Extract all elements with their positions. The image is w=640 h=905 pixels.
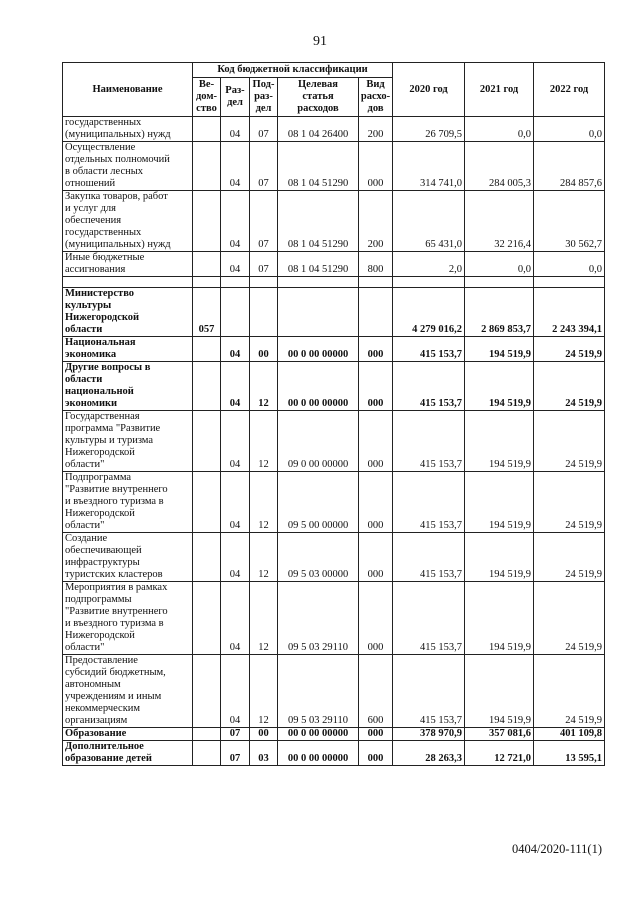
table-row xyxy=(63,142,605,191)
table-row xyxy=(63,362,605,411)
row-expense-type: 000 xyxy=(359,411,393,472)
row-podrazdel: 12 xyxy=(250,472,278,533)
row-expense-type: 600 xyxy=(359,655,393,728)
row-expense-type: 800 xyxy=(359,252,393,277)
row-expense-type: 200 xyxy=(359,191,393,252)
row-vedomstvo xyxy=(193,533,221,582)
row-podrazdel: 12 xyxy=(250,533,278,582)
row-vedomstvo xyxy=(193,741,221,766)
table-row xyxy=(63,191,605,252)
row-name: Государственная программа "Развитие культуры и туризма Нижегородской области" xyxy=(63,411,193,472)
row-podrazdel: 00 xyxy=(250,337,278,362)
row-value-2020: 415 153,7 xyxy=(393,472,465,533)
row-expense-type xyxy=(359,288,393,337)
budget-table xyxy=(62,62,605,766)
row-podrazdel: 07 xyxy=(250,142,278,191)
row-value-2021: 194 519,9 xyxy=(465,362,534,411)
row-value-2020: 26 709,5 xyxy=(393,117,465,142)
row-podrazdel: 12 xyxy=(250,362,278,411)
row-expense-type xyxy=(359,277,393,288)
row-razdel xyxy=(221,277,250,288)
row-name: Осуществление отдельных полномочий в области лесных отношений xyxy=(63,142,193,191)
header-expense-type: Вид расхо- дов xyxy=(359,78,393,117)
row-target-article: 08 1 04 51290 xyxy=(278,142,359,191)
row-value-2020: 314 741,0 xyxy=(393,142,465,191)
row-value-2020: 415 153,7 xyxy=(393,362,465,411)
table-row xyxy=(63,117,605,142)
row-expense-type: 000 xyxy=(359,362,393,411)
row-name: Дополнительное образование детей xyxy=(63,741,193,766)
page-number: 91 xyxy=(313,34,327,49)
row-value-2022: 24 519,9 xyxy=(534,655,605,728)
row-name: Закупка товаров, работ и услуг для обеспечения государственных (муниципальных) нужд xyxy=(63,191,193,252)
row-value-2022: 284 857,6 xyxy=(534,142,605,191)
row-razdel xyxy=(221,288,250,337)
row-expense-type: 000 xyxy=(359,337,393,362)
row-target-article: 09 0 00 00000 xyxy=(278,411,359,472)
row-value-2020: 415 153,7 xyxy=(393,533,465,582)
table-row xyxy=(63,728,605,741)
row-value-2021: 357 081,6 xyxy=(465,728,534,741)
row-value-2022: 24 519,9 xyxy=(534,582,605,655)
row-target-article xyxy=(278,277,359,288)
row-vedomstvo xyxy=(193,117,221,142)
table-row xyxy=(63,288,605,337)
row-value-2022: 30 562,7 xyxy=(534,191,605,252)
row-razdel: 04 xyxy=(221,337,250,362)
row-podrazdel: 12 xyxy=(250,655,278,728)
row-value-2021: 194 519,9 xyxy=(465,472,534,533)
row-value-2021: 2 869 853,7 xyxy=(465,288,534,337)
row-value-2020: 4 279 016,2 xyxy=(393,288,465,337)
table-row xyxy=(63,277,605,288)
row-value-2021: 0,0 xyxy=(465,117,534,142)
row-podrazdel: 00 xyxy=(250,728,278,741)
row-vedomstvo xyxy=(193,191,221,252)
row-podrazdel: 07 xyxy=(250,117,278,142)
row-razdel: 04 xyxy=(221,142,250,191)
row-target-article: 00 0 00 00000 xyxy=(278,741,359,766)
row-razdel: 04 xyxy=(221,582,250,655)
row-expense-type: 000 xyxy=(359,741,393,766)
row-razdel: 04 xyxy=(221,472,250,533)
row-target-article: 09 5 00 00000 xyxy=(278,472,359,533)
row-expense-type: 000 xyxy=(359,533,393,582)
row-value-2020: 415 153,7 xyxy=(393,337,465,362)
row-value-2022: 24 519,9 xyxy=(534,472,605,533)
row-name: Другие вопросы в области национальной экономики xyxy=(63,362,193,411)
row-vedomstvo xyxy=(193,582,221,655)
row-value-2022: 24 519,9 xyxy=(534,411,605,472)
row-razdel: 04 xyxy=(221,252,250,277)
row-value-2021: 284 005,3 xyxy=(465,142,534,191)
row-name: Иные бюджетные ассигнования xyxy=(63,252,193,277)
row-vedomstvo xyxy=(193,252,221,277)
row-value-2021: 194 519,9 xyxy=(465,533,534,582)
row-podrazdel: 07 xyxy=(250,191,278,252)
row-value-2021: 194 519,9 xyxy=(465,337,534,362)
row-expense-type: 000 xyxy=(359,142,393,191)
table-row xyxy=(63,411,605,472)
row-value-2022: 2 243 394,1 xyxy=(534,288,605,337)
row-target-article: 00 0 00 00000 xyxy=(278,728,359,741)
row-value-2022: 24 519,9 xyxy=(534,533,605,582)
row-name: Национальная экономика xyxy=(63,337,193,362)
row-value-2020: 415 153,7 xyxy=(393,582,465,655)
row-target-article: 00 0 00 00000 xyxy=(278,337,359,362)
row-vedomstvo xyxy=(193,472,221,533)
row-expense-type: 000 xyxy=(359,472,393,533)
row-vedomstvo xyxy=(193,337,221,362)
row-expense-type: 000 xyxy=(359,728,393,741)
header-classification-group: Код бюджетной классификации xyxy=(193,63,393,78)
row-razdel: 04 xyxy=(221,362,250,411)
row-value-2020: 415 153,7 xyxy=(393,655,465,728)
row-target-article: 00 0 00 00000 xyxy=(278,362,359,411)
row-value-2021 xyxy=(465,277,534,288)
row-vedomstvo xyxy=(193,277,221,288)
row-razdel: 07 xyxy=(221,741,250,766)
row-name: Подпрограмма "Развитие внутреннего и въездного туризма в Нижегородской области" xyxy=(63,472,193,533)
row-vedomstvo xyxy=(193,362,221,411)
row-value-2022: 13 595,1 xyxy=(534,741,605,766)
row-vedomstvo xyxy=(193,411,221,472)
header-target-article: Целевая статья расходов xyxy=(278,78,359,117)
row-expense-type: 000 xyxy=(359,582,393,655)
header-name: Наименование xyxy=(63,63,193,117)
table-row xyxy=(63,533,605,582)
row-value-2021: 194 519,9 xyxy=(465,411,534,472)
header-2020: 2020 год xyxy=(393,63,465,117)
table-row xyxy=(63,252,605,277)
row-target-article: 08 1 04 26400 xyxy=(278,117,359,142)
row-value-2022: 24 519,9 xyxy=(534,362,605,411)
row-name: Создание обеспечивающей инфраструктуры туристских кластеров xyxy=(63,533,193,582)
row-target-article: 08 1 04 51290 xyxy=(278,252,359,277)
row-podrazdel: 03 xyxy=(250,741,278,766)
row-value-2020: 2,0 xyxy=(393,252,465,277)
row-podrazdel xyxy=(250,288,278,337)
row-target-article: 08 1 04 51290 xyxy=(278,191,359,252)
row-razdel: 04 xyxy=(221,117,250,142)
row-razdel: 04 xyxy=(221,191,250,252)
row-value-2020: 65 431,0 xyxy=(393,191,465,252)
row-name: государственных (муниципальных) нужд xyxy=(63,117,193,142)
row-vedomstvo xyxy=(193,728,221,741)
table-body xyxy=(63,117,605,766)
row-expense-type: 200 xyxy=(359,117,393,142)
table-row xyxy=(63,337,605,362)
row-value-2022: 0,0 xyxy=(534,252,605,277)
row-value-2020: 28 263,3 xyxy=(393,741,465,766)
row-name: Образование xyxy=(63,728,193,741)
row-target-article: 09 5 03 29110 xyxy=(278,582,359,655)
row-name: Мероприятия в рамках подпрограммы "Развитие внутреннего и въездного туризма в Нижегородской области" xyxy=(63,582,193,655)
row-razdel: 04 xyxy=(221,411,250,472)
row-podrazdel: 07 xyxy=(250,252,278,277)
table-row xyxy=(63,741,605,766)
table-row xyxy=(63,472,605,533)
row-target-article: 09 5 03 29110 xyxy=(278,655,359,728)
footer-document-code: 0404/2020-111(1) xyxy=(511,842,602,856)
row-vedomstvo xyxy=(193,655,221,728)
row-razdel: 07 xyxy=(221,728,250,741)
row-value-2021: 32 216,4 xyxy=(465,191,534,252)
header-2022: 2022 год xyxy=(534,63,605,117)
row-value-2022: 24 519,9 xyxy=(534,337,605,362)
row-podrazdel xyxy=(250,277,278,288)
table-row xyxy=(63,582,605,655)
row-name: Министерство культуры Нижегородской области xyxy=(63,288,193,337)
row-podrazdel: 12 xyxy=(250,582,278,655)
header-podrazdel: Под- раз- дел xyxy=(250,78,278,117)
header-2021: 2021 год xyxy=(465,63,534,117)
row-value-2022: 0,0 xyxy=(534,117,605,142)
row-vedomstvo xyxy=(193,142,221,191)
row-podrazdel: 12 xyxy=(250,411,278,472)
row-value-2022: 401 109,8 xyxy=(534,728,605,741)
row-vedomstvo: 057 xyxy=(193,288,221,337)
header-razdel: Раз- дел xyxy=(221,78,250,117)
row-value-2021: 194 519,9 xyxy=(465,582,534,655)
row-value-2021: 0,0 xyxy=(465,252,534,277)
row-value-2022 xyxy=(534,277,605,288)
header-vedomstvo: Ве- дом- ство xyxy=(193,78,221,117)
row-target-article: 09 5 03 00000 xyxy=(278,533,359,582)
row-name xyxy=(63,277,193,288)
row-razdel: 04 xyxy=(221,533,250,582)
row-name: Предоставление субсидий бюджетным, автономным учреждениям и иным некоммерческим организациям xyxy=(63,655,193,728)
row-value-2021: 194 519,9 xyxy=(465,655,534,728)
row-value-2020 xyxy=(393,277,465,288)
row-target-article xyxy=(278,288,359,337)
row-value-2020: 378 970,9 xyxy=(393,728,465,741)
row-value-2021: 12 721,0 xyxy=(465,741,534,766)
table-row xyxy=(63,655,605,728)
row-razdel: 04 xyxy=(221,655,250,728)
row-value-2020: 415 153,7 xyxy=(393,411,465,472)
